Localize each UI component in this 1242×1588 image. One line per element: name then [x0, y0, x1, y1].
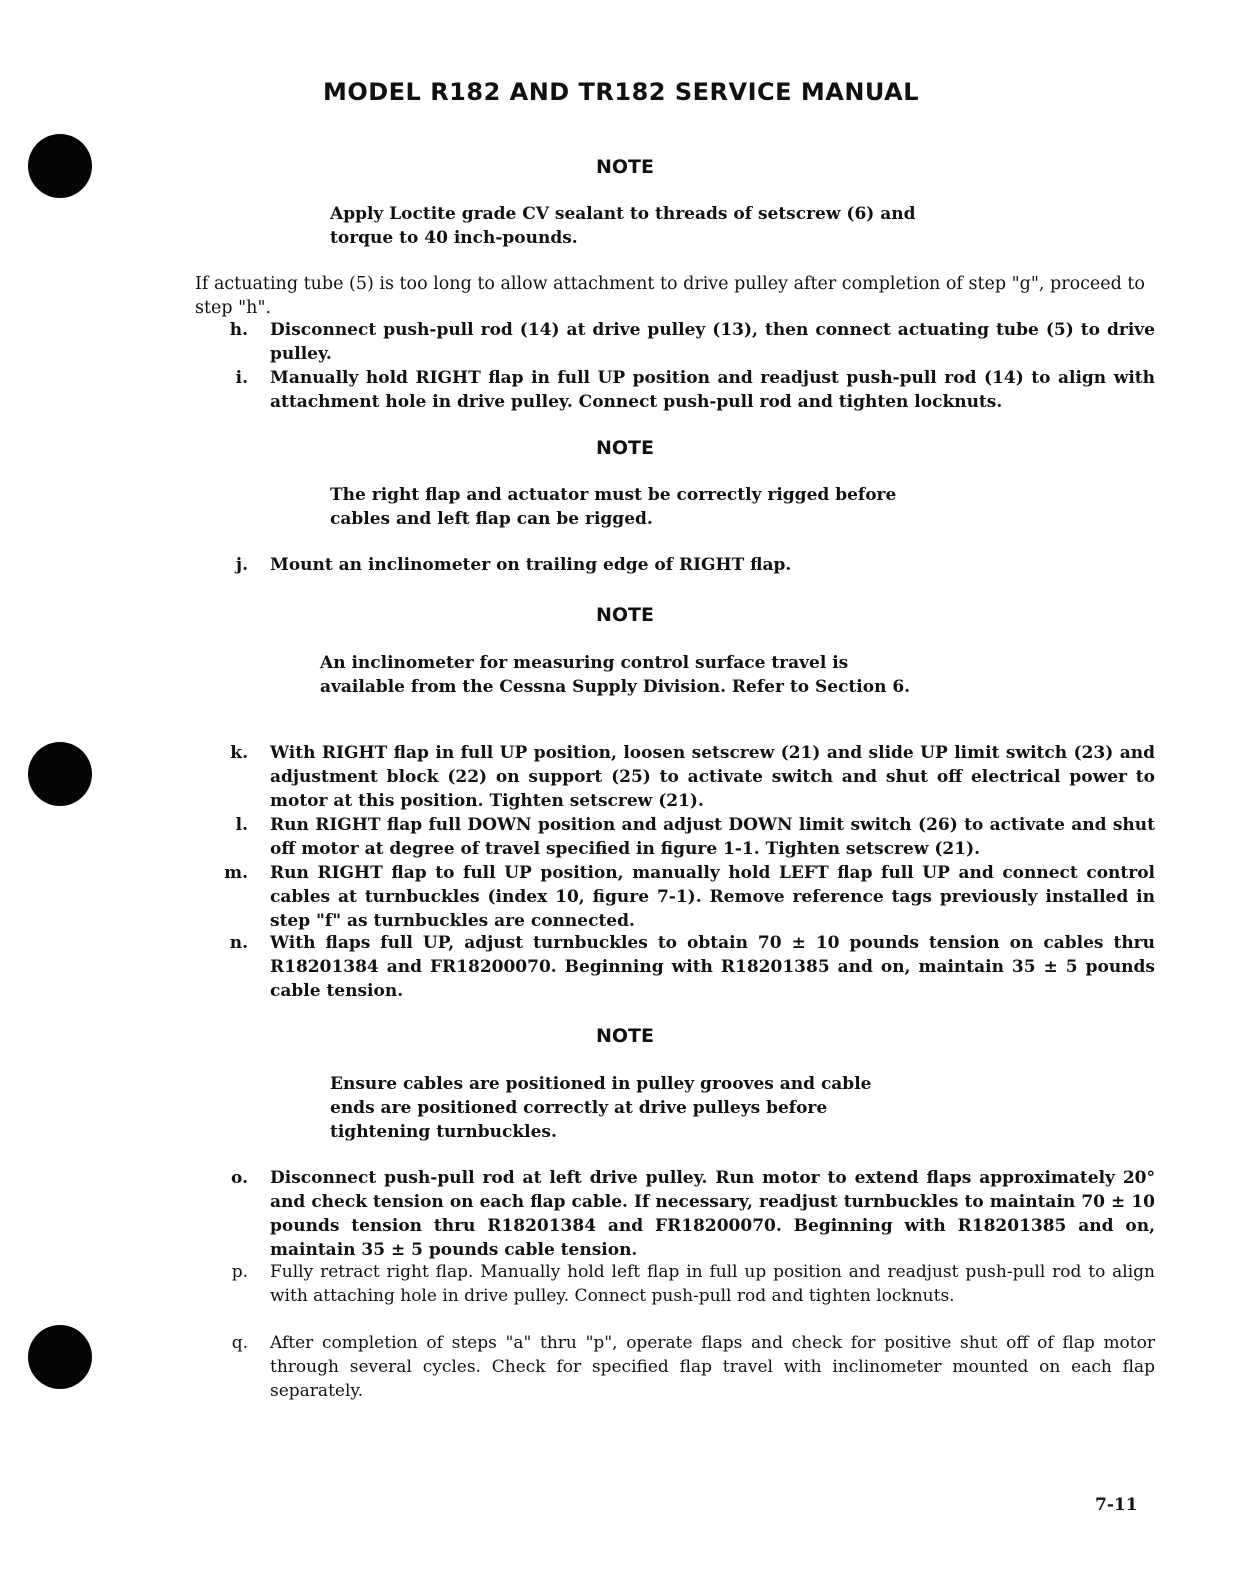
note-text: An inclinometer for measuring control surface travel is available from the Cessna Supply Division. Refer to Section 6.	[320, 653, 911, 697]
step-text: After completion of steps "a" thru "p", operate flaps and check for positive shut off of flap motor through several cycles. Check for specified flap travel with inclinometer mounted on each flap separately.	[270, 1333, 1155, 1401]
step-q	[200, 1331, 1155, 1403]
step-text: Fully retract right flap. Manually hold left flap in full up position and readjust push-pull rod to align with attaching hole in drive pulley. Connect push-pull rod and tighten locknuts.	[270, 1262, 1155, 1306]
binder-hole-bottom	[28, 1325, 92, 1389]
intro-paragraph: If actuating tube (5) is too long to allow attachment to drive pulley after completion of step "g", proceed to step "h".	[195, 274, 1145, 318]
step-text: Disconnect push-pull rod at left drive pulley. Run motor to extend flaps approximately 20° and check tension on each flap cable. If necessary, readjust turnbuckles to maintain 70 ± 10 pounds tension thru R18201384 and FR18200070. Beginning with R18201385 and on, maintain 35 ± 5 pounds cable tension.	[270, 1168, 1155, 1260]
step-o	[200, 1166, 1155, 1262]
note-heading: NOTE	[596, 437, 654, 459]
step-label: m.	[224, 863, 248, 883]
step-text: With RIGHT flap in full UP position, loosen setscrew (21) and slide UP limit switch (23) and adjustment block (22) on support (25) to activate switch and shut off electrical power to motor at this position. Tighten setscrew (21).	[270, 743, 1155, 811]
step-label: k.	[230, 743, 248, 763]
step-k	[200, 741, 1155, 813]
page-title: MODEL R182 AND TR182 SERVICE MANUAL	[322, 78, 920, 106]
step-text: With flaps full UP, adjust turnbuckles to obtain 70 ± 10 pounds tension on cables thru R18201384 and FR18200070. Beginning with R18201385 and on, maintain 35 ± 5 pounds cable tension.	[270, 933, 1155, 1001]
step-text: Mount an inclinometer on trailing edge of RIGHT flap.	[270, 555, 792, 575]
step-label: h.	[229, 320, 248, 340]
binder-hole-middle	[28, 742, 92, 806]
step-label: q.	[231, 1333, 248, 1353]
note-text: Ensure cables are positioned in pulley grooves and cable ends are positioned correctly at drive pulleys before tightening turnbuckles.	[330, 1074, 872, 1142]
note-heading: NOTE	[596, 1025, 654, 1047]
step-label: o.	[231, 1168, 248, 1188]
step-text: Run RIGHT flap to full UP position, manually hold LEFT flap full UP and connect control cables at turnbuckles (index 10, figure 7-1). Remove reference tags previously installed in step "f" as turnbuckles are connected.	[270, 863, 1155, 931]
step-n	[200, 931, 1155, 1003]
note-heading: NOTE	[596, 604, 654, 626]
note-heading: NOTE	[596, 156, 654, 178]
step-label: p.	[231, 1262, 248, 1282]
step-label: l.	[235, 815, 248, 835]
step-label: n.	[229, 933, 248, 953]
step-label: j.	[235, 555, 248, 575]
step-text: Manually hold RIGHT flap in full UP position and readjust push-pull rod (14) to align with attachment hole in drive pulley. Connect push-pull rod and tighten locknuts.	[270, 368, 1155, 412]
step-p	[200, 1260, 1155, 1308]
step-i	[200, 366, 1155, 414]
page-number: 7-11	[1095, 1495, 1138, 1515]
step-text: Disconnect push-pull rod (14) at drive pulley (13), then connect actuating tube (5) to drive pulley.	[270, 320, 1155, 364]
binder-hole-top	[28, 134, 92, 198]
step-m	[200, 861, 1155, 933]
note-text: Apply Loctite grade CV sealant to threads of setscrew (6) and torque to 40 inch-pounds.	[330, 204, 916, 248]
step-text: Run RIGHT flap full DOWN position and adjust DOWN limit switch (26) to activate and shut off motor at degree of travel specified in figure 1-1. Tighten setscrew (21).	[270, 815, 1155, 859]
step-j	[200, 553, 1155, 577]
step-h	[200, 318, 1155, 366]
note-text: The right flap and actuator must be correctly rigged before cables and left flap can be rigged.	[330, 485, 897, 529]
step-label: i.	[235, 368, 248, 388]
step-l	[200, 813, 1155, 861]
